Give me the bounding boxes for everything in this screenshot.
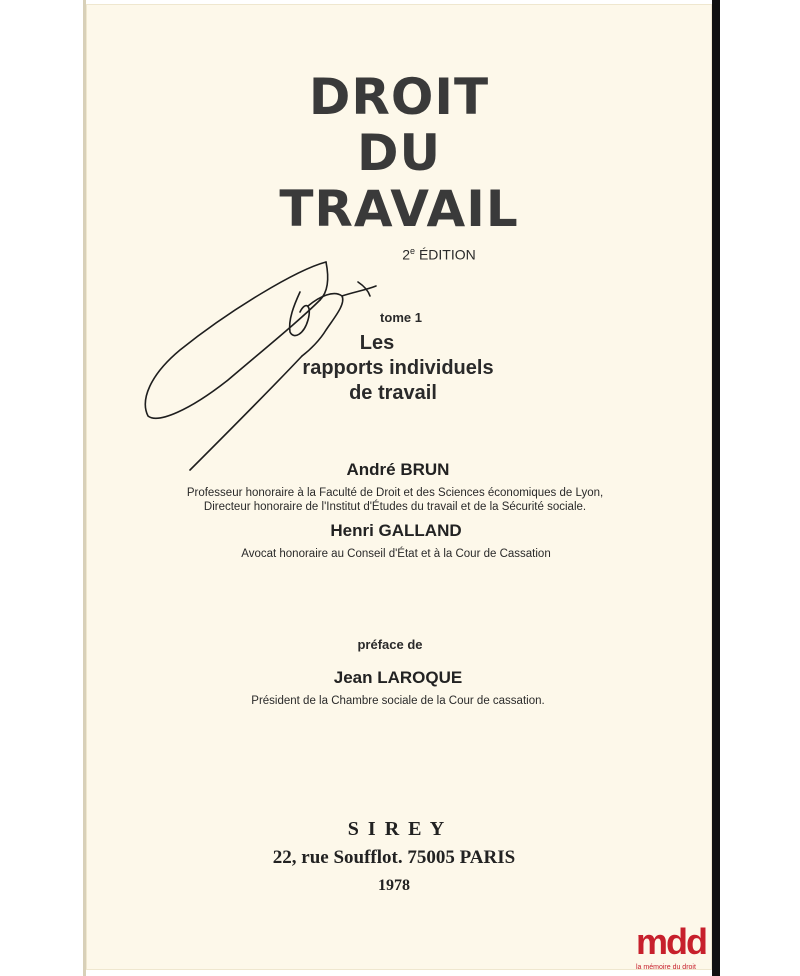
tome-title-line-2: rapports individuels (302, 357, 494, 379)
title-line-3: TRAVAIL (279, 180, 519, 238)
tome-title-line-1: Les (359, 332, 395, 354)
edition-word: ÉDITION (418, 246, 476, 263)
author-1-affiliation-1: Professeur honoraire à la Faculté de Droit et des Sciences économiques de Lyon, (186, 487, 604, 499)
logo-text: mdd (636, 921, 706, 962)
tome-title-line-3: de travail (349, 382, 437, 404)
author-2-affiliation: Avocat honoraire au Conseil d'État et à la Cour de Cassation (241, 548, 551, 560)
preface-author-name: Jean LAROQUE (333, 668, 463, 687)
publisher-name: S I R E Y (347, 818, 447, 840)
preface-author-affiliation: Président de la Chambre sociale de la Cour de cassation. (251, 695, 545, 707)
logo-tagline: la mémoire du droit (636, 964, 696, 971)
edition-number: 2 (402, 246, 411, 263)
title-page (86, 4, 712, 970)
preface-label: préface de (357, 637, 423, 652)
title-line-2: DU (356, 124, 442, 182)
edition-suffix: e (410, 246, 416, 256)
book-spine (712, 0, 720, 976)
watermark-logo (636, 922, 716, 976)
title-line-1: DROIT (308, 68, 490, 126)
handwritten-signature (86, 4, 712, 504)
author-1-name: André BRUN (346, 460, 450, 479)
tome-label: tome 1 (380, 310, 422, 325)
author-2-name: Henri GALLAND (330, 521, 462, 540)
author-1-affiliation-2: Directeur honoraire de l'Institut d'Études du travail et de la Sécurité sociale. (203, 501, 587, 513)
publisher-address: 22, rue Soufflot. 75005 PARIS (272, 847, 516, 868)
publication-year: 1978 (378, 877, 410, 894)
